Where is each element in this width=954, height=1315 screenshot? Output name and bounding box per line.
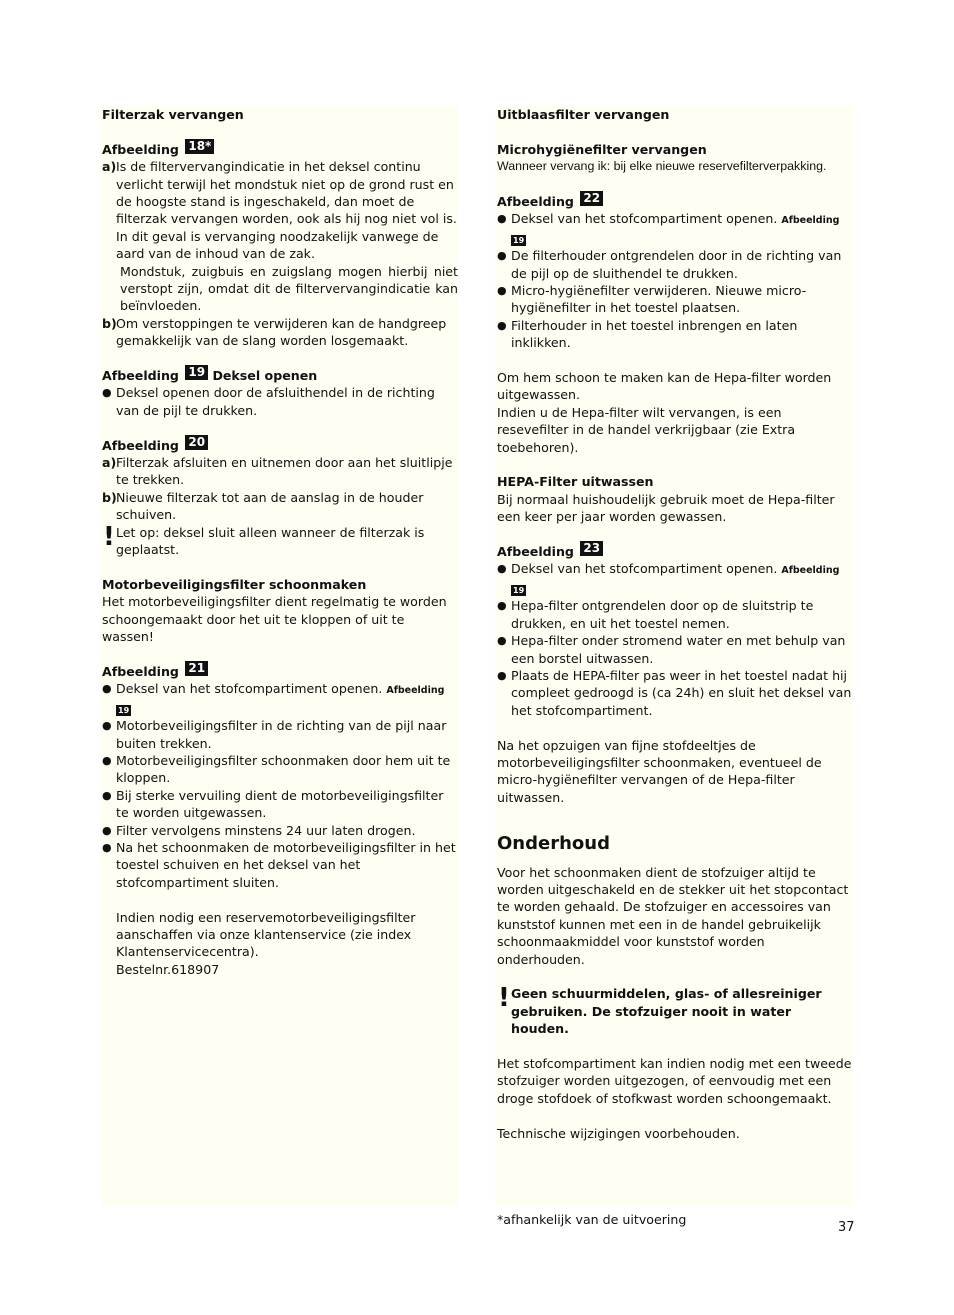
list-item [497, 210, 853, 247]
list-item-text: Hepa-filter onder stromend water en met behulp van een borstel uitwassen. [511, 633, 846, 666]
afbeelding-22-heading [497, 193, 853, 210]
bullet-icon: ● [102, 753, 112, 767]
list-item-text: Deksel van het stofcompartiment openen. [511, 561, 778, 577]
list-item [497, 597, 853, 632]
motorfilter-text: Het motorbeveiligingsfilter dient regelmatig te worden schoongemaakt door het uit te kloppen of uit te wassen! [102, 594, 447, 645]
bullet-icon: ● [497, 668, 507, 682]
step-a [102, 454, 458, 489]
list-item-text: Motorbeveiligingsfilter in de richting van de pijl naar buiten trekken. [116, 718, 447, 751]
bullet-icon: ● [497, 318, 507, 332]
list-item [102, 822, 458, 839]
figure-badge-19-small: 19 [118, 705, 130, 715]
list-item-text: Filterhouder in het toestel inbrengen en laten inklikken. [511, 317, 798, 351]
figure-reference: Afbeelding [781, 215, 840, 227]
list-item [102, 752, 458, 787]
list-item-text: Micro-hygiënefilter verwijderen. Nieuwe micro-hygiënefilter in het toestel plaatsen. [511, 283, 807, 316]
warning-note [102, 521, 458, 559]
afbeelding-18-heading [102, 138, 458, 158]
bullet-icon: ● [497, 562, 507, 576]
list-item-text: Hepa-filter ontgrendelen door op de sluitstrip te drukken, en uit het toestel nemen. [511, 598, 814, 631]
hepa-clean-text: Om hem schoon te maken kan de Hepa-filter worden uitgewassen. [497, 370, 832, 403]
bullet-icon: ● [497, 284, 507, 298]
onderhoud-text: Voor het schoonmaken dient de stofzuiger altijd te worden uitgeschakeld en de stekker uit het stopcontact te worden gehaald. De stofzuiger en accessoires van kunststof kunnen met een in de handel gebruikelijk schoonmaakmiddel voor kunststof worden onderhouden. [497, 864, 849, 967]
bullet-icon: ● [102, 788, 112, 802]
bullet-icon: ● [102, 840, 112, 854]
bullet-icon: ● [102, 719, 112, 733]
step-b [102, 315, 458, 350]
footnote: *afhankelijk van de uitvoering [497, 1212, 687, 1227]
figure-badge-21: 21 [185, 661, 208, 676]
list-item-text: Na het schoonmaken de motorbeveiligingsfilter in het toestel schuiven en het deksel van het stofcompartiment sluiten. [116, 839, 456, 890]
order-number: Bestelnr.618907 [116, 961, 220, 977]
figure-reference: Afbeelding [781, 565, 840, 577]
list-item-text: Filter vervolgens minstens 24 uur laten drogen. [116, 822, 416, 838]
onderhoud-title: Onderhoud [497, 832, 610, 854]
warning-note [497, 985, 853, 1037]
hepa-replace-text: Indien u de Hepa-filter wilt vervangen, is een resevefilter in de handel verkrijgbaar (zie Extra toebehoren). [497, 404, 796, 455]
step-marker-b: b) [102, 489, 117, 505]
figure-badge-19: 19 [185, 365, 208, 380]
hepa-wash-text: Bij normaal huishoudelijk gebruik moet de Hepa-filter een keer per jaar worden gewassen. [497, 491, 835, 525]
list-item-text: Deksel van het stofcompartiment openen. [511, 211, 778, 227]
afbeelding-label: Afbeelding [102, 141, 179, 157]
list-item [497, 632, 853, 667]
afbeelding-21-heading [102, 660, 458, 680]
warning-text: Geen schuurmiddelen, glas- of allesreiniger gebruiken. De stofzuiger nooit in water houden. [511, 986, 822, 1037]
afbeelding-20-heading [102, 434, 458, 454]
list-item [497, 282, 853, 317]
step-b-text: Om verstoppingen te verwijderen kan de handgreep gemakkelijk van de slang worden losgemaakt. [116, 315, 447, 349]
exclamation-icon: ! [103, 521, 115, 552]
hepa-wash-heading: HEPA-Filter uitwassen [497, 474, 654, 490]
step-a-note: Mondstuk, zuigbuis en zuigslang mogen hierbij niet verstopt zijn, omdat dit de filtervervangindicatie kan beïnvloeden. [120, 263, 458, 314]
figure-badge-19-small: 19 [513, 585, 525, 595]
list-item [497, 317, 853, 352]
afbeelding-label: Afbeelding [102, 437, 179, 453]
motorfilter-heading: Motorbeveiligingsfilter schoonmaken [102, 576, 367, 592]
list-item [102, 680, 458, 717]
bullet-icon: ● [497, 634, 507, 648]
list-item [497, 247, 853, 282]
figure-badge-20: 20 [185, 435, 208, 450]
step-b-text: Nieuwe filterzak tot aan de aanslag in de houder schuiven. [116, 489, 424, 523]
fine-dust-text: Na het opzuigen van fijne stofdeeltjes de motorbeveiligingsfilter schoonmaken, eventueel de micro-hygiënefilter vervangen of de Hepa-filter uitwassen. [497, 737, 822, 805]
step-marker-a: a) [102, 159, 117, 175]
reserve-filter-text: Indien nodig een reservemotorbeveiligingsfilter aanschaffen via onze klantenservice (zie index Klantenservicecentra). [116, 909, 416, 960]
list-item [102, 787, 458, 822]
figure-badge-23: 23 [580, 541, 603, 556]
afbeelding-label: Afbeelding [497, 544, 574, 560]
deksel-openen-title: Deksel openen [212, 368, 318, 384]
microfilter-text: Wanneer vervang ik: bij elke nieuwe reservefilterverpakking. [497, 159, 827, 174]
list-item-text: Plaats de HEPA-filter pas weer in het toestel nadat hij compleet gedroogd is (ca 24h) en sluit het deksel van het stofcompartiment. [511, 667, 852, 718]
afbeelding-label: Afbeelding [102, 368, 179, 384]
bullet-icon: ● [102, 682, 112, 696]
list-item-text: Motorbeveiligingsfilter schoonmaken door hem uit te kloppen. [116, 752, 451, 786]
figure-reference: Afbeelding [386, 685, 445, 697]
step-marker-a: a) [102, 455, 117, 471]
page-number: 37 [838, 1220, 855, 1235]
bullet-icon: ● [497, 599, 507, 613]
afbeelding-label: Afbeelding [102, 663, 179, 679]
afbeelding-19-heading [102, 367, 458, 384]
list-item [102, 717, 458, 752]
list-item-text: Deksel van het stofcompartiment openen. [116, 681, 383, 697]
filterzak-heading: Filterzak vervangen [102, 107, 244, 122]
list-item [102, 839, 458, 891]
bullet-icon: ● [102, 386, 112, 400]
step-a-text: Is de filtervervangindicatie in het deksel continu verlicht terwijl het mondstuk niet op de grond rust en de hoogste stand is ingeschakeld, dan moet de filterzak vervangen worden, ook als hij nog niet vol is. In dit geval is vervanging noodzakelijk vanwege de aard van de inhoud van de zak. [116, 159, 457, 262]
step-a-text: Filterzak afsluiten en uitnemen door aan het sluitlipje te trekken. [116, 455, 453, 488]
step-a [102, 158, 458, 262]
warning-text: Let op: deksel sluit alleen wanneer de filterzak is geplaatst. [116, 524, 425, 558]
list-item [497, 667, 853, 719]
microfilter-heading: Microhygiënefilter vervangen [497, 141, 707, 157]
list-item [102, 384, 458, 419]
afbeelding-23-heading [497, 543, 853, 560]
list-item-text: Deksel openen door de afsluithendel in de richting van de pijl te drukken. [116, 385, 435, 418]
bullet-icon: ● [102, 823, 112, 837]
figure-badge-18: 18* [185, 139, 214, 154]
technical-changes-text: Technische wijzigingen voorbehouden. [497, 1125, 740, 1141]
uitblaasfilter-heading: Uitblaasfilter vervangen [497, 107, 670, 122]
right-column [495, 106, 853, 1206]
step-marker-b: b) [102, 315, 117, 331]
figure-badge-22: 22 [580, 191, 603, 206]
list-item-text: Bij sterke vervuiling dient de motorbeveiligingsfilter te worden uitgewassen. [116, 787, 444, 821]
bullet-icon: ● [497, 212, 507, 226]
list-item-text: De filterhouder ontgrendelen door in de richting van de pijl op de sluithendel te drukken. [511, 248, 842, 281]
left-column [100, 106, 458, 1206]
bullet-icon: ● [497, 249, 507, 263]
exclamation-icon: ! [498, 983, 510, 1014]
figure-badge-19-small: 19 [513, 235, 525, 245]
afbeelding-label: Afbeelding [497, 194, 574, 209]
step-b [102, 489, 458, 524]
stofcompartiment-text: Het stofcompartiment kan indien nodig met een tweede stofzuiger worden uitgezogen, of eenvoudig met een droge stofdoek of stofkwast worden schoongemaakt. [497, 1055, 852, 1106]
list-item [497, 560, 853, 597]
